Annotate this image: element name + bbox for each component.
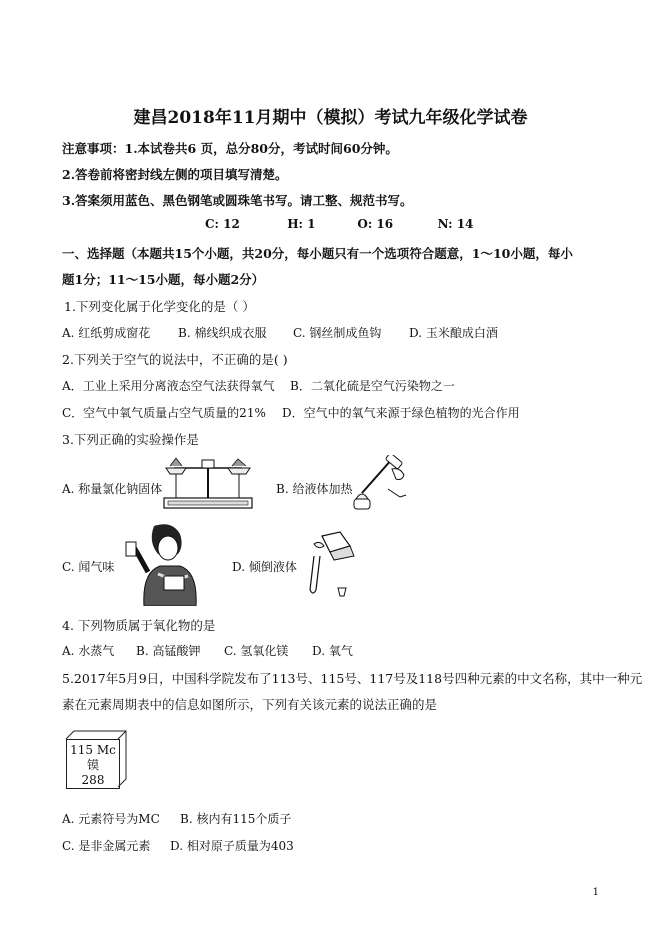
q3-option-a: A. 称量氯化钠固体 bbox=[62, 482, 163, 496]
element-cell-mc bbox=[66, 739, 120, 789]
q1-option-b: B. 棉线织成衣服 bbox=[178, 326, 267, 340]
q4-option-c: C. 氢氧化镁 bbox=[224, 644, 289, 658]
page-title: 建昌2018年11月期中（模拟）考试九年级化学试卷 bbox=[133, 108, 528, 128]
note-line-2: 2.答卷前将密封线左侧的项目填写清楚。 bbox=[62, 167, 288, 182]
element-number: 115 bbox=[70, 743, 94, 757]
atomic-mass-o: O: 16 bbox=[357, 217, 394, 231]
q2-option-d: D．空气中的氧气来源于绿色植物的光合作用 bbox=[282, 406, 520, 420]
q3-option-c: C. 闻气味 bbox=[62, 560, 115, 574]
q1-option-a: A. 红纸剪成窗花 bbox=[62, 326, 151, 340]
q2-option-c: C．空气中氧气质量占空气质量的21% bbox=[62, 406, 266, 420]
q2-stem: 2.下列关于空气的说法中，不正确的是( ) bbox=[62, 352, 288, 367]
note-line-3: 3.答案须用蓝色、黑色钢笔或圆珠笔书写。请工整、规范书写。 bbox=[62, 193, 413, 208]
q4-option-b: B. 高锰酸钾 bbox=[136, 644, 201, 658]
atomic-mass-n: N: 14 bbox=[437, 217, 474, 231]
balance-scale-illustration bbox=[162, 454, 254, 512]
note-line-1: 注意事项：1.本试卷共6 页，总分80分，考试时间60分钟。 bbox=[62, 141, 398, 156]
atomic-mass-h: H: 1 bbox=[287, 217, 316, 231]
q1-stem: 1.下列变化属于化学变化的是（ ） bbox=[64, 299, 255, 314]
q5-option-b: B. 核内有115个质子 bbox=[180, 812, 292, 826]
q1-option-d: D. 玉米酿成白酒 bbox=[409, 326, 498, 340]
smelling-person-illustration bbox=[118, 520, 208, 606]
q5-option-a: A. 元素符号为MC bbox=[62, 812, 160, 826]
element-name: 镆 bbox=[86, 758, 99, 772]
atomic-masses bbox=[205, 217, 473, 231]
q5-stem-line-1: 5.2017年5月9日，中国科学院发布了113号、115号、117号及118号四种元素的中文名称，其中一种元 bbox=[62, 671, 643, 686]
pouring-liquid-illustration bbox=[300, 526, 360, 600]
section-heading-line-1: 一、选择题（本题共15个小题，共20分，每小题只有一个选项符合题意，1～10小题，每小 bbox=[62, 246, 573, 261]
q5-option-c: C. 是非金属元素 bbox=[62, 839, 151, 853]
element-mass: 288 bbox=[81, 773, 105, 787]
q2-option-b: B．二氧化硫是空气污染物之一 bbox=[290, 379, 455, 393]
q1-option-c: C. 钢丝制成鱼钩 bbox=[293, 326, 382, 340]
q5-option-d: D. 相对原子质量为403 bbox=[170, 839, 294, 853]
q4-stem: 4. 下列物质属于氧化物的是 bbox=[62, 618, 216, 633]
element-symbol: Mc bbox=[96, 743, 116, 757]
q3-option-d: D. 倾倒液体 bbox=[232, 560, 297, 574]
q3-stem: 3.下列正确的实验操作是 bbox=[62, 432, 199, 447]
q5-stem-line-2: 素在元素周期表中的信息如图所示，下列有关该元素的说法正确的是 bbox=[62, 697, 438, 712]
q4-option-d: D. 氧气 bbox=[312, 644, 353, 658]
section-heading-line-2: 题1分；11～15小题，每小题2分） bbox=[62, 272, 265, 287]
liquid-heating-illustration bbox=[348, 455, 412, 515]
page-number: 1 bbox=[592, 887, 599, 898]
q3-option-b: B. 给液体加热 bbox=[276, 482, 353, 496]
atomic-mass-c: C: 12 bbox=[205, 217, 240, 231]
q4-option-a: A. 水蒸气 bbox=[62, 644, 115, 658]
q2-option-a: A．工业上采用分离液态空气法获得氧气 bbox=[62, 379, 275, 393]
